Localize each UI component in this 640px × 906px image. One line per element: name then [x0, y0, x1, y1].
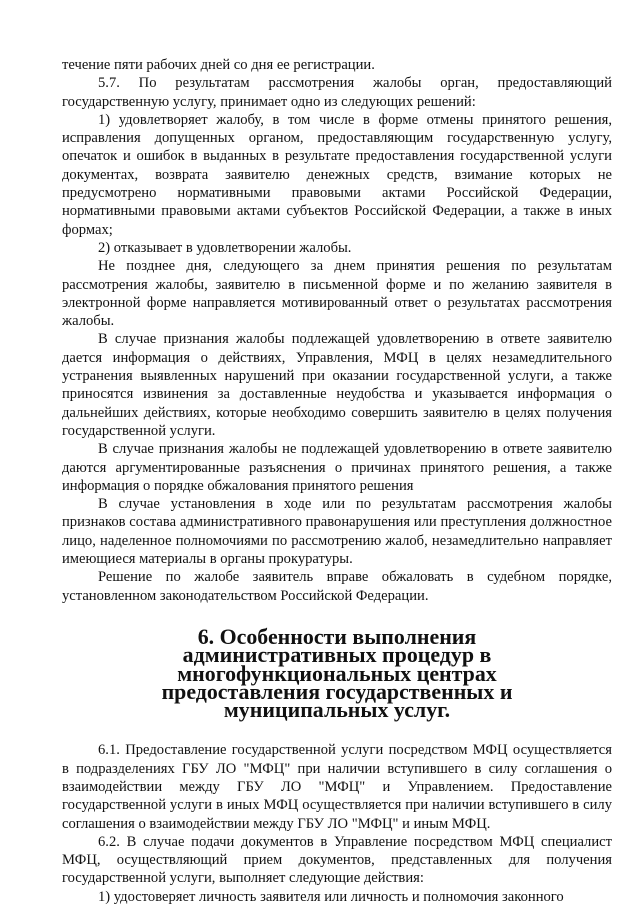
complaint-satisfied-paragraph: В случае признания жалобы подлежащей удовлетворению в ответе заявителю дается информация о действиях, Управления, МФЦ в целях незамедлительного устранения выявленных нарушений при оказании государственной услуги, а также приносятся извинения за доставленные неудобства и указывается информация о дальнейших действиях, которые необходимо совершить заявителю в целях получения государственной услуги.: [62, 331, 612, 439]
decision-1-paragraph: 1) удовлетворяет жалобу, в том числе в форме отмены принятого решения, исправления допущенных органом, предоставляющим государственную услугу, опечаток и ошибок в выданных в результате предоставления государственной услуги документах, возврата заявителю денежных средств, взимание которых не предусмотрено нормативными правовыми актами Российской Федерации, нормативными правовыми актами субъектов Российской Федерации, а также в иных формах;: [62, 111, 612, 238]
section-6-heading: 6. Особенности выполнения административных процедур в многофункциональных центрах предоставления государственных и муниципальных услуг.: [161, 623, 513, 723]
violation-paragraph: В случае установления в ходе или по результатам рассмотрения жалобы признаков состава административного правонарушения или преступления должностное лицо, наделенное полномочиями по рассмотрению жалоб, незамедлительно направляет имеющиеся материалы в органы прокуратуры.: [62, 496, 612, 568]
intro-paragraph: течение пяти рабочих дней со дня ее регистрации.: [62, 57, 375, 73]
complaint-not-satisfied-paragraph: В случае признания жалобы не подлежащей удовлетворению в ответе заявителю даются аргументированные разъяснения о причинах принятого решения, а также информация о порядке обжалования принятого решения: [62, 441, 612, 494]
clause-5-7: 5.7. По результатам рассмотрения жалобы орган, предоставляющий государственную услугу, принимает одно из следующих решений:: [62, 75, 612, 110]
decision-2-paragraph: 2) отказывает в удовлетворении жалобы.: [98, 239, 352, 256]
court-appeal-paragraph: Решение по жалобе заявитель вправе обжаловать в судебном порядке, установленном законодательством Российской Федерации.: [62, 569, 612, 604]
clause-6-2-item-1: 1) удостоверяет личность заявителя или личность и полномочия законного: [98, 888, 564, 905]
clause-6-2: 6.2. В случае подачи документов в Управление посредством МФЦ специалист МФЦ, осуществляющий прием документов, представленных для получения государственной услуги, выполняет следующие действия:: [62, 833, 612, 887]
document-body: [62, 56, 612, 906]
response-deadline-paragraph: Не позднее дня, следующего за днем принятия решения по результатам рассмотрения жалобы, заявителю в письменной форме и по желанию заявителя в электронной форме направляется мотивированный ответ о результатах рассмотрения жалобы.: [62, 258, 612, 330]
clause-6-1: 6.1. Предоставление государственной услуги посредством МФЦ осуществляется в подразделениях ГБУ ЛО "МФЦ" при наличии вступившего в силу соглашения о взаимодействии между ГБУ ЛО "МФЦ" и Управлением. Предоставление государственной услуги в иных МФЦ осуществляется при наличии вступившего в силу соглашения о взаимодействии между ГБУ ЛО "МФЦ" и иным МФЦ.: [62, 742, 612, 832]
